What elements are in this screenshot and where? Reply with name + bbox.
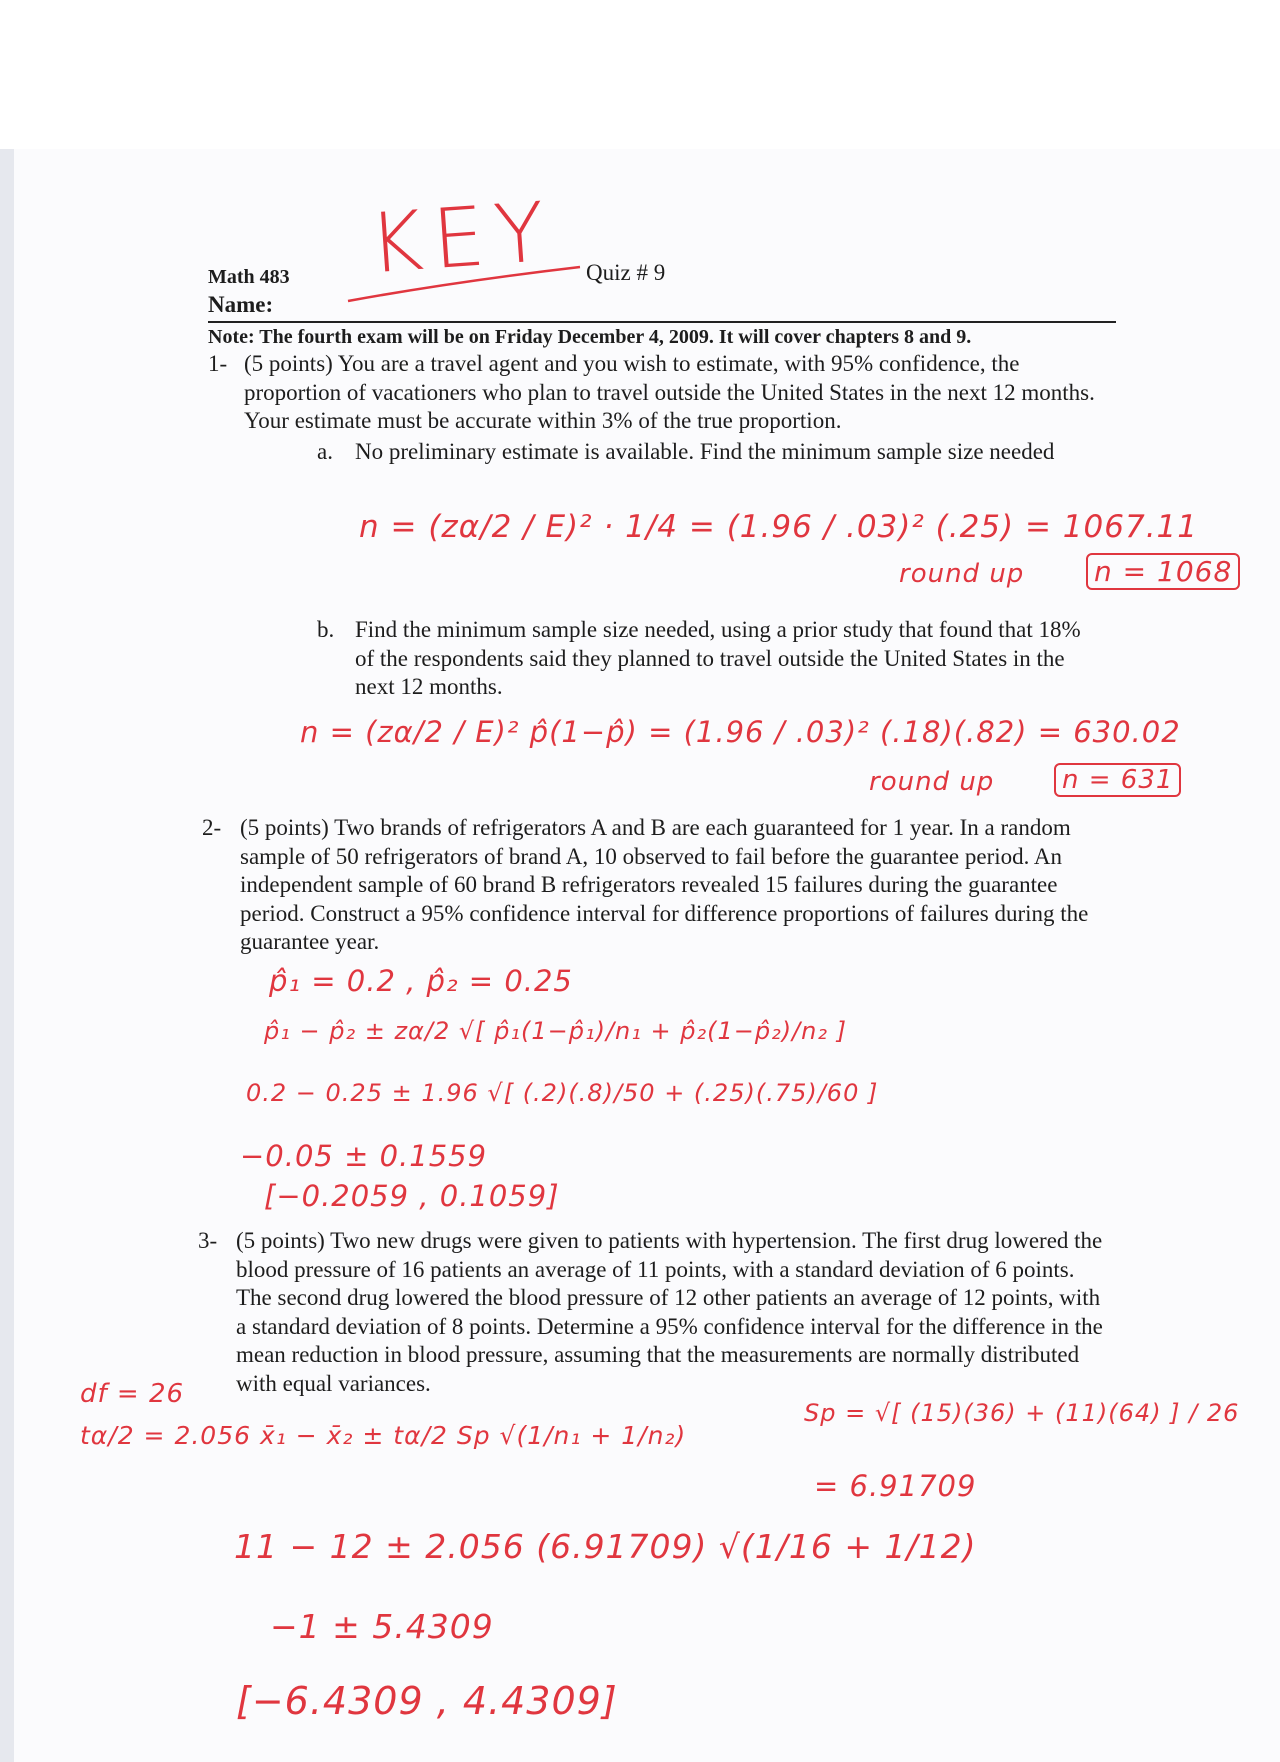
question-number: 3- <box>198 1228 218 1253</box>
q1a-work-formula: n = (zα/2 / E)² · 1/4 = (1.96 / .03)² (.25) = 1067.11 <box>359 509 1199 545</box>
q3-work-df: df = 26 <box>80 1379 185 1409</box>
exam-note: Note: The fourth exam will be on Friday December 4, 2009. It will cover chapters 8 and 9. <box>208 326 972 348</box>
question-number: 1- <box>208 351 228 376</box>
part-label: b. <box>317 617 335 642</box>
q2-work-line-5: [−0.2059 , 0.1059] <box>264 1179 560 1213</box>
q2-work-line-3: 0.2 − 0.25 ± 1.96 √[ (.2)(.8)/50 + (.25)(.75)/60 ] <box>246 1079 879 1107</box>
quiz-title: Quiz # 9 <box>586 260 666 285</box>
q3-work-result: −1 ± 5.4309 <box>270 1607 494 1646</box>
question-text: (5 points) Two brands of refrigerators A and B are each guaranteed for 1 year. In a random sample of 50 refrigerators of brand A, 10 observed to fail before the guarantee period. An independent sample of 60 brand B refrigerators revealed 15 failures during the guarantee period. Construct a 95% confidence interval for difference proportions of failures during the guarantee year. <box>240 815 1089 954</box>
part-text: Find the minimum sample size needed, using a prior study that found that 18% of the respondents said they planned to travel outside the United States in the next 12 months. <box>355 617 1081 699</box>
question-text: (5 points) Two new drugs were given to patients with hypertension. The first drug lowered the blood pressure of 16 patients an average of 11 points, with a standard deviation of 6 points. The second drug lowered the blood pressure of 12 other patients an average of 12 points, with a standard deviation of 8 points. Determine a 95% confidence interval for the difference in the mean reduction in blood pressure, assuming that the measurements are normally distributed with equal variances. <box>236 1228 1103 1396</box>
q2-work-line-4: −0.05 ± 0.1559 <box>240 1139 488 1173</box>
quiz-page <box>0 149 1280 1762</box>
name-label: Name: <box>208 292 274 317</box>
q1b-work-formula: n = (zα/2 / E)² p̂(1−p̂) = (1.96 / .03)² (.18)(.82) = 630.02 <box>300 715 1181 749</box>
q2-work-line-1: p̂₁ = 0.2 , p̂₂ = 0.25 <box>269 964 573 998</box>
q3-work-sp-value: = 6.91709 <box>814 1469 977 1503</box>
question-number: 2- <box>202 815 222 840</box>
q1b-answer: n = 631 <box>1054 763 1181 797</box>
key-mark: KEY <box>365 184 558 293</box>
q3-work-substitution: 11 − 12 ± 2.056 (6.91709) √(1/16 + 1/12) <box>234 1527 977 1566</box>
part-text: No preliminary estimate is available. Find the minimum sample size needed <box>355 439 1055 464</box>
q1a-work-roundup: round up <box>899 559 1025 589</box>
q3-work-interval: [−6.4309 , 4.4309] <box>236 1679 618 1723</box>
q2-work-line-2: p̂₁ − p̂₂ ± zα/2 √[ p̂₁(1−p̂₁)/n₁ + p̂₂(1−p̂₂)/n₂ ] <box>264 1017 847 1045</box>
q3-work-formula: tα/2 = 2.056 x̄₁ − x̄₂ ± tα/2 Sp √(1/n₁ + 1/n₂) <box>80 1421 687 1450</box>
q1b-work-roundup: round up <box>869 767 995 797</box>
q1a-answer: n = 1068 <box>1086 553 1240 590</box>
course-title: Math 483 <box>208 266 290 288</box>
key-underline <box>344 259 584 309</box>
part-label: a. <box>317 439 333 464</box>
question-text: (5 points) You are a travel agent and you wish to estimate, with 95% confidence, the proportion of vacationers who plan to travel outside the United States in the next 12 months. Your estimate must be accurate within 3% of the true proportion. <box>244 351 1095 433</box>
q3-work-sp: Sp = √[ (15)(36) + (11)(64) ] / 26 <box>804 1399 1240 1427</box>
